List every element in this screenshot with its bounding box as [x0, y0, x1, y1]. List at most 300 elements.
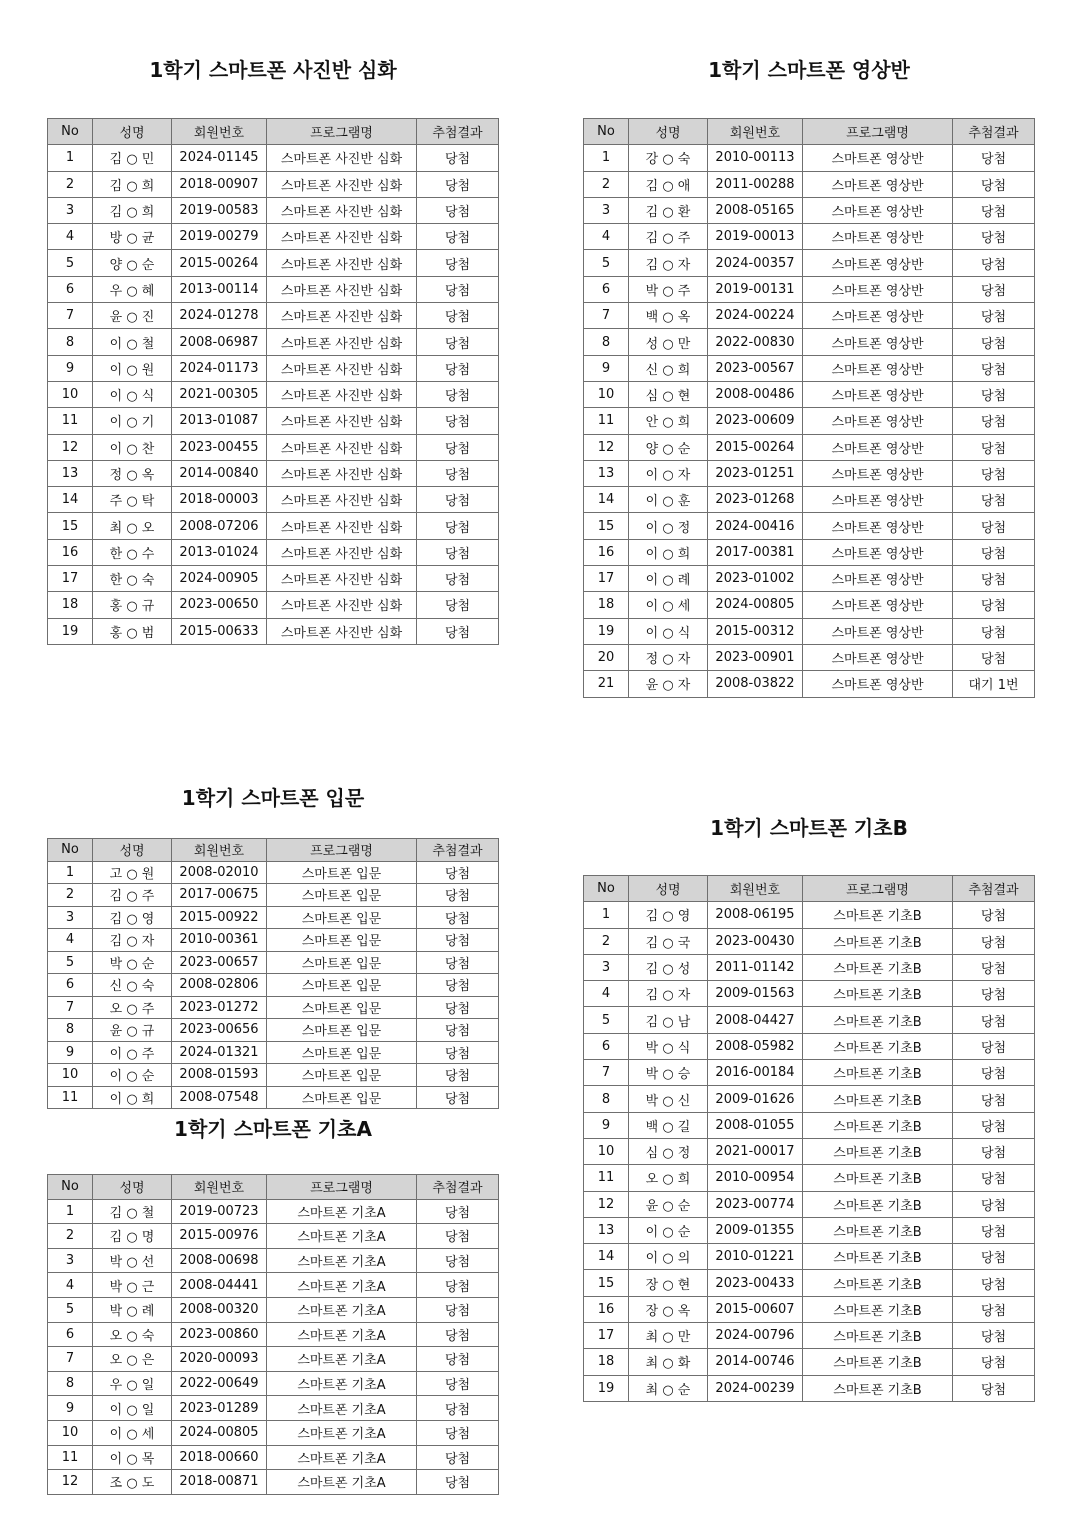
- member-id-cell: 2024-00357: [708, 250, 803, 276]
- member-name-cell: 이 ○ 희: [93, 1086, 172, 1109]
- member-name-cell: 이 ○ 원: [93, 355, 172, 381]
- column-header-member-id: 회원번호: [708, 119, 803, 145]
- member-name-cell: 김 ○ 자: [629, 250, 708, 276]
- section-title: 1학기 스마트폰 입문: [181, 786, 365, 810]
- draw-result-cell: 당첨: [953, 1060, 1035, 1086]
- table-row: [48, 224, 499, 250]
- row-number-cell: 8: [48, 1371, 93, 1396]
- row-number-cell: 8: [48, 1019, 93, 1042]
- program-name-cell: 스마트폰 영상반: [803, 329, 953, 355]
- table-row: [584, 355, 1035, 381]
- row-number-cell: 2: [584, 171, 629, 197]
- table-row: [584, 954, 1035, 980]
- row-number-cell: 19: [584, 618, 629, 644]
- member-name-cell: 신 ○ 희: [629, 355, 708, 381]
- column-header-row-number: No: [584, 876, 629, 902]
- program-name-cell: 스마트폰 기초A: [267, 1396, 417, 1421]
- program-name-cell: 스마트폰 기초B: [803, 1323, 953, 1349]
- row-number-cell: 1: [48, 1199, 93, 1224]
- member-name-cell: 방 ○ 균: [93, 224, 172, 250]
- member-id-cell: 2024-01278: [172, 303, 267, 329]
- draw-result-cell: 당첨: [417, 566, 499, 592]
- draw-result-cell: 당첨: [953, 381, 1035, 407]
- draw-result-cell: 당첨: [417, 171, 499, 197]
- program-name-cell: 스마트폰 영상반: [803, 381, 953, 407]
- program-name-cell: 스마트폰 영상반: [803, 303, 953, 329]
- member-id-cell: 2008-01055: [708, 1112, 803, 1138]
- table-row: [584, 539, 1035, 565]
- table-row: [584, 981, 1035, 1007]
- draw-result-cell: 당첨: [417, 1248, 499, 1273]
- member-name-cell: 우 ○ 혜: [93, 276, 172, 302]
- column-header-row-number: No: [584, 119, 629, 145]
- member-id-cell: 2011-01142: [708, 954, 803, 980]
- table-row: [48, 276, 499, 302]
- draw-result-cell: 당첨: [953, 1112, 1035, 1138]
- program-name-cell: 스마트폰 사진반 심화: [267, 408, 417, 434]
- draw-result-cell: 당첨: [417, 861, 499, 884]
- table-row: [584, 1349, 1035, 1375]
- member-name-cell: 장 ○ 현: [629, 1270, 708, 1296]
- table-row: [584, 592, 1035, 618]
- member-id-cell: 2015-00312: [708, 618, 803, 644]
- member-id-cell: 2017-00675: [172, 884, 267, 907]
- table-row: [584, 1244, 1035, 1270]
- program-name-cell: 스마트폰 사진반 심화: [267, 592, 417, 618]
- program-name-cell: 스마트폰 기초B: [803, 1375, 953, 1401]
- row-number-cell: 9: [48, 1041, 93, 1064]
- table-row: [48, 1273, 499, 1298]
- member-id-cell: 2015-00264: [708, 434, 803, 460]
- draw-result-cell: 당첨: [417, 1371, 499, 1396]
- table-row: [48, 303, 499, 329]
- member-name-cell: 이 ○ 순: [629, 1217, 708, 1243]
- member-name-cell: 박 ○ 주: [629, 276, 708, 302]
- column-header-program-name: 프로그램명: [803, 119, 953, 145]
- member-id-cell: 2018-00907: [172, 171, 267, 197]
- table-row: [48, 1248, 499, 1273]
- member-name-cell: 한 ○ 숙: [93, 566, 172, 592]
- draw-result-cell: 당첨: [953, 197, 1035, 223]
- member-id-cell: 2017-00381: [708, 539, 803, 565]
- row-number-cell: 7: [48, 996, 93, 1019]
- member-id-cell: 2013-00114: [172, 276, 267, 302]
- member-name-cell: 박 ○ 선: [93, 1248, 172, 1273]
- member-id-cell: 2013-01024: [172, 539, 267, 565]
- table-row: [584, 928, 1035, 954]
- member-name-cell: 윤 ○ 규: [93, 1019, 172, 1042]
- column-header-program-name: 프로그램명: [803, 876, 953, 902]
- member-name-cell: 박 ○ 례: [93, 1297, 172, 1322]
- row-number-cell: 1: [48, 145, 93, 171]
- member-name-cell: 이 ○ 정: [629, 513, 708, 539]
- member-id-cell: 2023-00433: [708, 1270, 803, 1296]
- row-number-cell: 18: [584, 1349, 629, 1375]
- member-id-cell: 2024-00239: [708, 1375, 803, 1401]
- row-number-cell: 4: [48, 1273, 93, 1298]
- row-number-cell: 11: [584, 1165, 629, 1191]
- member-id-cell: 2008-05165: [708, 197, 803, 223]
- column-header-program-name: 프로그램명: [267, 839, 417, 862]
- program-name-cell: 스마트폰 사진반 심화: [267, 329, 417, 355]
- member-name-cell: 김 ○ 주: [629, 224, 708, 250]
- member-id-cell: 2009-01626: [708, 1086, 803, 1112]
- draw-result-cell: 당첨: [417, 460, 499, 486]
- table-row: [584, 145, 1035, 171]
- row-number-cell: 8: [584, 329, 629, 355]
- draw-result-cell: 당첨: [953, 592, 1035, 618]
- draw-result-cell: 당첨: [417, 303, 499, 329]
- row-number-cell: 14: [48, 487, 93, 513]
- member-name-cell: 이 ○ 주: [93, 1041, 172, 1064]
- member-name-cell: 정 ○ 자: [629, 644, 708, 670]
- table-row: [584, 381, 1035, 407]
- column-header-member-name: 성명: [93, 839, 172, 862]
- table-row: [48, 460, 499, 486]
- member-id-cell: 2023-01272: [172, 996, 267, 1019]
- member-name-cell: 김 ○ 영: [629, 902, 708, 928]
- table-row: [584, 276, 1035, 302]
- column-header-member-id: 회원번호: [172, 839, 267, 862]
- section-title: 1학기 스마트폰 사진반 심화: [149, 58, 397, 82]
- draw-result-cell: 당첨: [417, 929, 499, 952]
- draw-result-cell: 당첨: [953, 460, 1035, 486]
- row-number-cell: 7: [584, 303, 629, 329]
- row-number-cell: 3: [48, 906, 93, 929]
- program-name-cell: 스마트폰 기초A: [267, 1470, 417, 1495]
- member-name-cell: 오 ○ 희: [629, 1165, 708, 1191]
- draw-result-cell: 당첨: [953, 902, 1035, 928]
- member-id-cell: 2010-00113: [708, 145, 803, 171]
- row-number-cell: 7: [48, 1347, 93, 1372]
- row-number-cell: 9: [48, 355, 93, 381]
- program-name-cell: 스마트폰 영상반: [803, 145, 953, 171]
- program-name-cell: 스마트폰 영상반: [803, 171, 953, 197]
- member-id-cell: 2008-02010: [172, 861, 267, 884]
- member-id-cell: 2023-00430: [708, 928, 803, 954]
- draw-result-cell: 당첨: [953, 250, 1035, 276]
- member-name-cell: 이 ○ 순: [93, 1064, 172, 1087]
- member-name-cell: 박 ○ 순: [93, 951, 172, 974]
- program-name-cell: 스마트폰 사진반 심화: [267, 434, 417, 460]
- table-row: [584, 171, 1035, 197]
- program-name-cell: 스마트폰 기초A: [267, 1371, 417, 1396]
- member-name-cell: 이 ○ 의: [629, 1244, 708, 1270]
- table-row: [584, 1270, 1035, 1296]
- draw-result-cell: 당첨: [417, 224, 499, 250]
- draw-result-cell: 당첨: [953, 1270, 1035, 1296]
- program-name-cell: 스마트폰 기초B: [803, 1112, 953, 1138]
- roster-table: [47, 838, 499, 1109]
- member-name-cell: 우 ○ 일: [93, 1371, 172, 1396]
- section-title: 1학기 스마트폰 기초A: [174, 1117, 372, 1141]
- table-row: [48, 1371, 499, 1396]
- row-number-cell: 16: [584, 539, 629, 565]
- draw-result-cell: 당첨: [953, 145, 1035, 171]
- member-name-cell: 김 ○ 자: [629, 981, 708, 1007]
- row-number-cell: 5: [48, 250, 93, 276]
- program-name-cell: 스마트폰 기초B: [803, 981, 953, 1007]
- table-row: [48, 381, 499, 407]
- table-row: [48, 929, 499, 952]
- program-name-cell: 스마트폰 입문: [267, 929, 417, 952]
- table-row: [584, 1007, 1035, 1033]
- member-id-cell: 2008-01593: [172, 1064, 267, 1087]
- draw-result-cell: 당첨: [953, 566, 1035, 592]
- member-name-cell: 성 ○ 만: [629, 329, 708, 355]
- column-header-row-number: No: [48, 839, 93, 862]
- member-name-cell: 김 ○ 애: [629, 171, 708, 197]
- header-row: [584, 119, 1035, 145]
- draw-result-cell: 당첨: [953, 1033, 1035, 1059]
- program-name-cell: 스마트폰 영상반: [803, 566, 953, 592]
- draw-result-cell: 당첨: [953, 355, 1035, 381]
- table-row: [584, 1191, 1035, 1217]
- table-row: [584, 460, 1035, 486]
- program-name-cell: 스마트폰 기초A: [267, 1420, 417, 1445]
- row-number-cell: 5: [584, 1007, 629, 1033]
- member-id-cell: 2023-01002: [708, 566, 803, 592]
- table-row: [48, 1199, 499, 1224]
- row-number-cell: 9: [48, 1396, 93, 1421]
- member-id-cell: 2024-00796: [708, 1323, 803, 1349]
- member-id-cell: 2023-00656: [172, 1019, 267, 1042]
- member-id-cell: 2023-00901: [708, 644, 803, 670]
- row-number-cell: 10: [584, 381, 629, 407]
- member-name-cell: 오 ○ 은: [93, 1347, 172, 1372]
- roster-table: [583, 118, 1035, 698]
- draw-result-cell: 당첨: [417, 1019, 499, 1042]
- table-row: [584, 408, 1035, 434]
- column-header-row-number: No: [48, 1175, 93, 1200]
- program-name-cell: 스마트폰 영상반: [803, 539, 953, 565]
- draw-result-cell: 당첨: [953, 303, 1035, 329]
- member-id-cell: 2021-00305: [172, 381, 267, 407]
- program-name-cell: 스마트폰 영상반: [803, 618, 953, 644]
- program-name-cell: 스마트폰 영상반: [803, 513, 953, 539]
- member-id-cell: 2010-01221: [708, 1244, 803, 1270]
- member-id-cell: 2008-00698: [172, 1248, 267, 1273]
- member-id-cell: 2023-01289: [172, 1396, 267, 1421]
- member-name-cell: 백 ○ 길: [629, 1112, 708, 1138]
- program-name-cell: 스마트폰 입문: [267, 1064, 417, 1087]
- table-row: [48, 1224, 499, 1249]
- draw-result-cell: 당첨: [417, 1297, 499, 1322]
- draw-result-cell: 당첨: [953, 1086, 1035, 1112]
- draw-result-cell: 당첨: [953, 1296, 1035, 1322]
- row-number-cell: 10: [584, 1138, 629, 1164]
- table-row: [48, 1019, 499, 1042]
- row-number-cell: 6: [48, 974, 93, 997]
- table-row: [584, 513, 1035, 539]
- member-name-cell: 김 ○ 희: [93, 171, 172, 197]
- table-row: [48, 487, 499, 513]
- table-row: [584, 329, 1035, 355]
- table-row: [48, 1297, 499, 1322]
- member-id-cell: 2019-00279: [172, 224, 267, 250]
- draw-result-cell: 당첨: [417, 996, 499, 1019]
- member-id-cell: 2023-00657: [172, 951, 267, 974]
- member-id-cell: 2022-00830: [708, 329, 803, 355]
- table-row: [584, 671, 1035, 697]
- member-id-cell: 2023-00609: [708, 408, 803, 434]
- program-name-cell: 스마트폰 사진반 심화: [267, 355, 417, 381]
- member-id-cell: 2023-00650: [172, 592, 267, 618]
- row-number-cell: 2: [584, 928, 629, 954]
- table-row: [48, 197, 499, 223]
- table-row: [584, 303, 1035, 329]
- program-name-cell: 스마트폰 기초B: [803, 1007, 953, 1033]
- member-name-cell: 이 ○ 훈: [629, 487, 708, 513]
- member-name-cell: 이 ○ 세: [629, 592, 708, 618]
- draw-result-cell: 당첨: [417, 513, 499, 539]
- draw-result-cell: 당첨: [953, 513, 1035, 539]
- member-name-cell: 이 ○ 기: [93, 408, 172, 434]
- draw-result-cell: 당첨: [417, 1224, 499, 1249]
- row-number-cell: 7: [584, 1060, 629, 1086]
- member-name-cell: 김 ○ 성: [629, 954, 708, 980]
- row-number-cell: 3: [48, 1248, 93, 1273]
- member-name-cell: 이 ○ 세: [93, 1420, 172, 1445]
- draw-result-cell: 당첨: [417, 906, 499, 929]
- program-name-cell: 스마트폰 사진반 심화: [267, 145, 417, 171]
- member-id-cell: 2008-02806: [172, 974, 267, 997]
- draw-result-cell: 당첨: [953, 329, 1035, 355]
- member-name-cell: 이 ○ 자: [629, 460, 708, 486]
- program-name-cell: 스마트폰 기초B: [803, 1217, 953, 1243]
- table-row: [48, 951, 499, 974]
- row-number-cell: 15: [584, 1270, 629, 1296]
- program-name-cell: 스마트폰 입문: [267, 1041, 417, 1064]
- member-id-cell: 2015-00264: [172, 250, 267, 276]
- table-row: [48, 250, 499, 276]
- member-id-cell: 2022-00649: [172, 1371, 267, 1396]
- draw-result-cell: 당첨: [953, 1191, 1035, 1217]
- row-number-cell: 12: [48, 434, 93, 460]
- member-name-cell: 김 ○ 희: [93, 197, 172, 223]
- member-id-cell: 2024-00805: [172, 1420, 267, 1445]
- draw-result-cell: 당첨: [953, 644, 1035, 670]
- program-name-cell: 스마트폰 기초B: [803, 1244, 953, 1270]
- program-name-cell: 스마트폰 사진반 심화: [267, 618, 417, 644]
- row-number-cell: 1: [48, 861, 93, 884]
- program-name-cell: 스마트폰 기초B: [803, 1296, 953, 1322]
- program-name-cell: 스마트폰 사진반 심화: [267, 566, 417, 592]
- table-row: [48, 1322, 499, 1347]
- table-row: [48, 618, 499, 644]
- member-name-cell: 고 ○ 원: [93, 861, 172, 884]
- program-name-cell: 스마트폰 영상반: [803, 355, 953, 381]
- row-number-cell: 3: [48, 197, 93, 223]
- member-name-cell: 김 ○ 민: [93, 145, 172, 171]
- member-name-cell: 양 ○ 순: [629, 434, 708, 460]
- table-row: [48, 566, 499, 592]
- draw-result-cell: 당첨: [417, 1041, 499, 1064]
- program-name-cell: 스마트폰 영상반: [803, 197, 953, 223]
- draw-result-cell: 당첨: [953, 487, 1035, 513]
- column-header-program-name: 프로그램명: [267, 119, 417, 145]
- table-row: [48, 1470, 499, 1495]
- member-name-cell: 이 ○ 목: [93, 1445, 172, 1470]
- row-number-cell: 11: [48, 408, 93, 434]
- draw-result-cell: 당첨: [417, 974, 499, 997]
- member-id-cell: 2008-04441: [172, 1273, 267, 1298]
- member-name-cell: 김 ○ 철: [93, 1199, 172, 1224]
- column-header-draw-result: 추첨결과: [417, 119, 499, 145]
- draw-result-cell: 당첨: [953, 171, 1035, 197]
- header-row: [584, 876, 1035, 902]
- member-id-cell: 2008-05982: [708, 1033, 803, 1059]
- program-name-cell: 스마트폰 사진반 심화: [267, 381, 417, 407]
- program-name-cell: 스마트폰 영상반: [803, 224, 953, 250]
- table-row: [584, 1060, 1035, 1086]
- member-id-cell: 2018-00003: [172, 487, 267, 513]
- row-number-cell: 11: [48, 1445, 93, 1470]
- draw-result-cell: 당첨: [417, 1064, 499, 1087]
- member-name-cell: 오 ○ 숙: [93, 1322, 172, 1347]
- draw-result-cell: 당첨: [417, 884, 499, 907]
- program-name-cell: 스마트폰 사진반 심화: [267, 303, 417, 329]
- table-row: [48, 408, 499, 434]
- row-number-cell: 21: [584, 671, 629, 697]
- member-id-cell: 2023-00455: [172, 434, 267, 460]
- table-row: [48, 884, 499, 907]
- draw-result-cell: 당첨: [417, 381, 499, 407]
- table-row: [48, 1086, 499, 1109]
- program-name-cell: 스마트폰 기초B: [803, 1191, 953, 1217]
- draw-result-cell: 당첨: [953, 1244, 1035, 1270]
- column-header-member-name: 성명: [93, 1175, 172, 1200]
- row-number-cell: 5: [48, 951, 93, 974]
- column-header-draw-result: 추첨결과: [953, 876, 1035, 902]
- program-name-cell: 스마트폰 기초A: [267, 1322, 417, 1347]
- row-number-cell: 1: [584, 902, 629, 928]
- member-id-cell: 2021-00017: [708, 1138, 803, 1164]
- table-row: [48, 355, 499, 381]
- member-id-cell: 2015-00633: [172, 618, 267, 644]
- header-row: [48, 839, 499, 862]
- draw-result-cell: 당첨: [417, 1347, 499, 1372]
- row-number-cell: 6: [48, 1322, 93, 1347]
- program-name-cell: 스마트폰 입문: [267, 974, 417, 997]
- draw-result-cell: 당첨: [953, 1165, 1035, 1191]
- member-id-cell: 2008-03822: [708, 671, 803, 697]
- program-name-cell: 스마트폰 입문: [267, 1019, 417, 1042]
- member-id-cell: 2024-00805: [708, 592, 803, 618]
- member-name-cell: 이 ○ 찬: [93, 434, 172, 460]
- table-row: [48, 906, 499, 929]
- row-number-cell: 16: [48, 539, 93, 565]
- program-name-cell: 스마트폰 사진반 심화: [267, 250, 417, 276]
- member-id-cell: 2023-01268: [708, 487, 803, 513]
- member-id-cell: 2024-01173: [172, 355, 267, 381]
- program-name-cell: 스마트폰 입문: [267, 861, 417, 884]
- row-number-cell: 2: [48, 1224, 93, 1249]
- member-id-cell: 2015-00922: [172, 906, 267, 929]
- table-row: [584, 1033, 1035, 1059]
- table-row: [584, 1138, 1035, 1164]
- member-id-cell: 2019-00131: [708, 276, 803, 302]
- member-name-cell: 이 ○ 례: [629, 566, 708, 592]
- row-number-cell: 18: [48, 592, 93, 618]
- member-name-cell: 정 ○ 옥: [93, 460, 172, 486]
- table-row: [584, 1296, 1035, 1322]
- draw-result-cell: 당첨: [953, 539, 1035, 565]
- member-name-cell: 신 ○ 숙: [93, 974, 172, 997]
- draw-result-cell: 당첨: [953, 1138, 1035, 1164]
- roster-table: [47, 1174, 499, 1495]
- table-row: [48, 1041, 499, 1064]
